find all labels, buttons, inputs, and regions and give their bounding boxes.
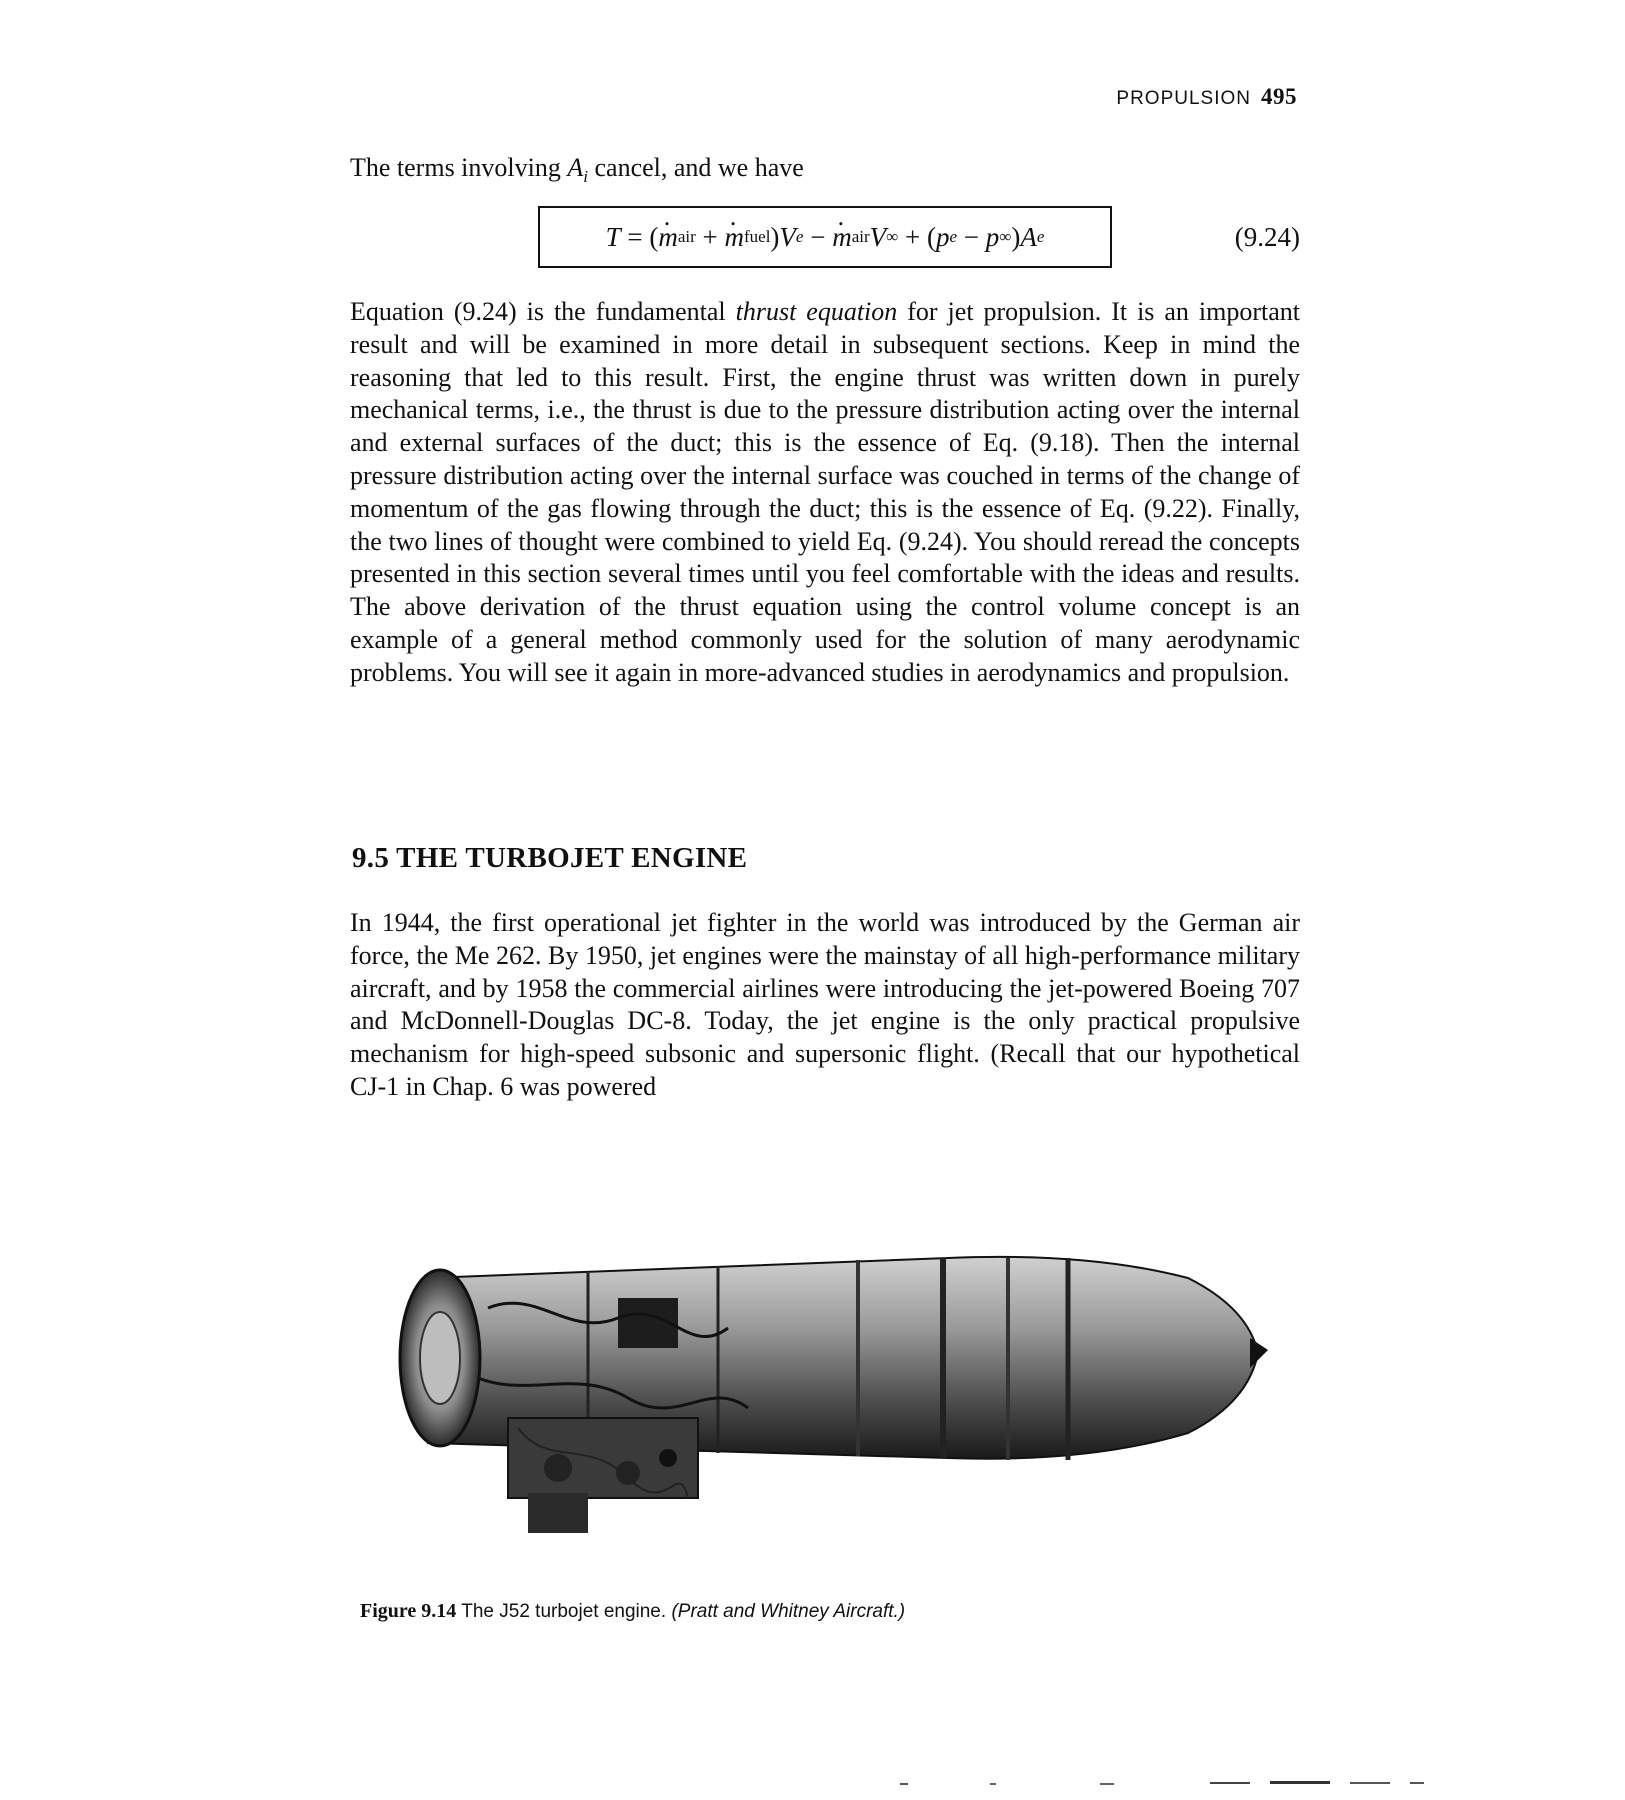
equation-row [538,206,1300,274]
p1-text-a: Equation (9.24) is the fundamental [350,297,736,326]
paragraph-thrust-discussion [350,296,1300,690]
thrust-equation: T = ( . m air + . m fuel ) V e − . m air V ∞ + ( p e − p ∞ ) A e [538,206,1112,268]
section-heading: 9.5 THE TURBOJET ENGINE [352,842,748,874]
scan-artifact [900,1780,1440,1786]
intro-prefix: The terms involving [350,153,568,182]
running-head [1116,84,1297,110]
figure-credit: (Pratt and Whitney Aircraft.) [671,1601,906,1622]
turbojet-engine-photo [388,1228,1268,1558]
area-symbol: A [567,153,584,182]
equation-number: (9.24) [1234,222,1300,252]
figure-caption [360,1600,905,1623]
figure-label: Figure 9.14 [360,1600,457,1622]
section-name: PROPULSION [1116,88,1251,109]
page-number: 495 [1261,84,1297,109]
p1-emphasis: thrust equation [735,297,898,326]
area-subscript: i [583,167,588,187]
figure-text: The J52 turbojet engine. [456,1601,672,1622]
paragraph-turbojet-history: In 1944, the first operational jet fighter in the world was introduced by the German air force, the Me 262. By 1950, jet engines were the mainstay of all high-performance military aircraft, and by 1958 the commercial airlines were introducing the jet-powered Boeing 707 and McDonnell-Douglas DC-8. Today, the jet engine is the only practical propulsive mechanism for high-speed subsonic and supersonic flight. (Recall that our hypothetical CJ-1 in Chap. 6 was powered [350,908,1300,1101]
p1-text-b: for jet propulsion. It is an important result and will be examined in more detail in subsequent sections. Keep in mind the reasoning that led to this result. First, the engine thrust was written down in purely mechanical terms, i.e., the thrust is due to the pressure distribution acting over the internal and external surfaces of the duct; this is the essence of Eq. (9.18). Then the internal pressure distribution acting over the internal surface was couched in terms of the change of momentum of the gas flowing through the duct; this is the essence of Eq. (9.22). Finally, the two lines of thought were combined to yield Eq. (9.24). You should reread the concepts presented in this section several times until you feel comfortable with the ideas and results. The above derivation of the thrust equation using the control volume concept is an example of a general method commonly used for the solution of many aerodynamic problems. You will see it again in more-advanced studies in aerodynamics and propulsion. [350,297,1300,687]
intro-line [350,152,1300,194]
intro-suffix: cancel, and we have [587,153,804,182]
